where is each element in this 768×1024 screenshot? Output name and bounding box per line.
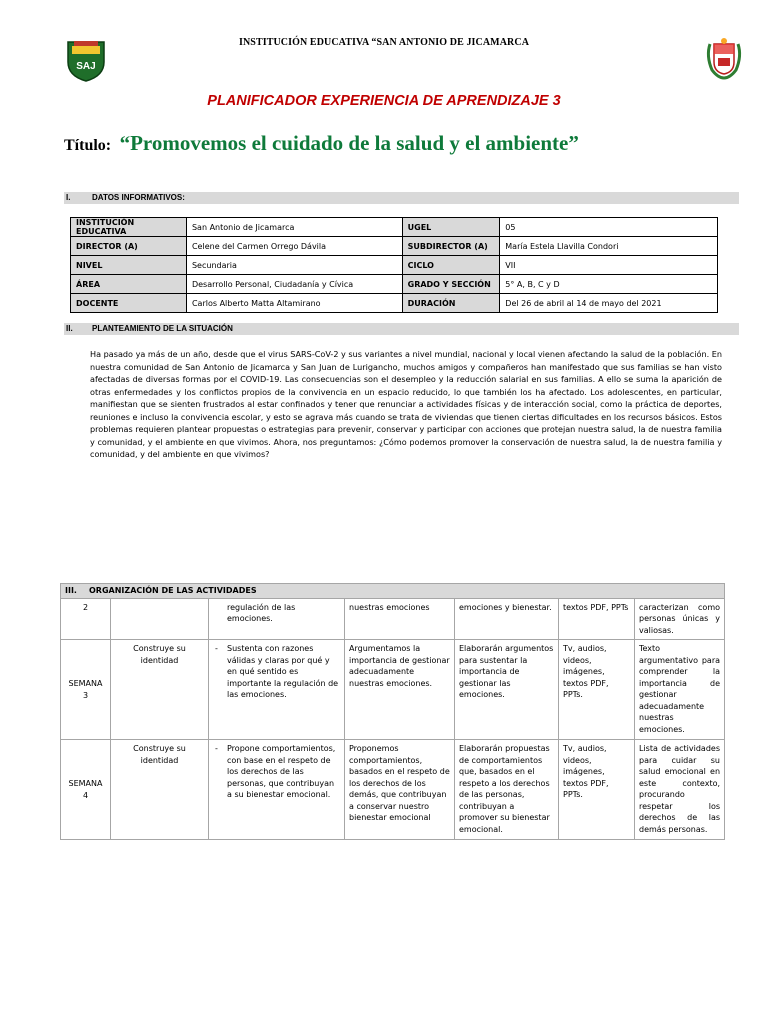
section-label: ORGANIZACIÓN DE LAS ACTIVIDADES: [89, 586, 257, 595]
table-row: [71, 218, 718, 237]
actividad-cell: nuestras emociones: [345, 598, 455, 640]
week-cell: 2: [61, 598, 111, 640]
proposito-cell: Elaborarán argumentos para sustentar la importancia de gestionar las emociones.: [455, 640, 559, 740]
cell-value: Celene del Carmen Orrego Dávila: [186, 237, 402, 256]
logo-text: SAJ: [76, 61, 96, 72]
cell-value: Secundaria: [186, 256, 402, 275]
situation-paragraph: Ha pasado ya más de un año, desde que el virus SARS-CoV-2 y sus variantes a nivel mundial, nacional y local vienen afectando la salud de la población. En nuestra comunidad de San Antonio de Jicamarca y San Juan de Lurigancho, muchos amigos y compañeros han manifestado que sus familias se han visto afectadas de diversas formas por el COVID-19. Las consecuencias son el desempleo y la reducción salarial en sus familias. A ello se suma la aparición de otras enfermedades y los conflictos propios de la convivencia en un espacio reducido, lo que también los ha afectado. Los adolescentes, en particular, manifiestan que se sienten frustrados al estar confinados y tener que renunciar a actividades físicas y de interacción social, como la práctica de deportes, reuniones e incluso la convivencia escolar, y esto se agrava más cuando se trata de viviendas que tienen ciertas dificultades en los recursos básicos. Estos problemas requieren plantear propuestas o estrategias para prevenir, conservar y participar con acciones que protejan nuestra salud, la de nuestra familia y comunidad, y el ambiente en que vivimos. Ahora, nos preguntamos: ¿Cómo podemos promover la conservación de nuestra salud, la de nuestra familia y comunidad, y del ambiente en que vivimos?: [90, 349, 722, 459]
cell-value: María Estela Llavilla Condori: [500, 237, 718, 256]
datos-informativos-table: [70, 217, 718, 313]
cell-label: CICLO: [402, 256, 500, 275]
bullet-dash: -: [215, 644, 218, 653]
cell-label: INSTITUCIÓN EDUCATIVA: [71, 218, 187, 237]
cell-label: SUBDIRECTOR (A): [402, 237, 500, 256]
cell-label: DURACIÓN: [402, 294, 500, 313]
cell-value: 5° A, B, C y D: [500, 275, 718, 294]
section-number: III.: [65, 586, 77, 595]
table-row: [71, 275, 718, 294]
proposito-cell: emociones y bienestar.: [455, 598, 559, 640]
title-label: Título:: [64, 137, 112, 154]
section-header-actividades: [61, 584, 725, 599]
recursos-cell: Tv, audios, videos, imágenes, textos PDF, PPTs.: [559, 740, 635, 840]
activities-table: [60, 583, 725, 840]
cell-value: San Antonio de Jicamarca: [186, 218, 402, 237]
producto-cell: caracterizan como personas únicas y valiosas.: [635, 598, 725, 640]
table-row: [61, 740, 725, 840]
producto-cell: Lista de actividades para cuidar su salud emocional en este contexto, procurando respetar los derechos de las demás personas.: [635, 740, 725, 840]
table-row: [61, 598, 725, 640]
planner-title: PLANIFICADOR EXPERIENCIA DE APRENDIZAJE 3: [207, 93, 561, 109]
table-row: [71, 294, 718, 313]
actividad-cell: Argumentamos la importancia de gestionar adecuadamente nuestras emociones.: [345, 640, 455, 740]
section-number: II.: [66, 324, 73, 333]
section-header-datos: [64, 192, 739, 204]
desempeno-cell: [209, 640, 345, 740]
cell-value: VII: [500, 256, 718, 275]
section-label: PLANTEAMIENTO DE LA SITUACIÓN: [92, 324, 233, 333]
desempeno-cell: regulación de las emociones.: [209, 598, 345, 640]
section-number: I.: [66, 193, 71, 202]
table-row: [71, 237, 718, 256]
desempeno-text: Propone comportamientos, con base en el respeto de los derechos de las personas, que contribuyan a su bienestar emocional.: [227, 744, 336, 799]
competencia-cell: [111, 598, 209, 640]
cell-label: GRADO Y SECCIÓN: [402, 275, 500, 294]
title-text: “Promovemos el cuidado de la salud y el ambiente”: [119, 131, 579, 155]
cell-label: NIVEL: [71, 256, 187, 275]
section-header-situacion: [64, 323, 739, 335]
institution-name: INSTITUCIÓN EDUCATIVA “SAN ANTONIO DE JICAMARCA: [238, 37, 530, 48]
cell-value: Del 26 de abril al 14 de mayo del 2021: [500, 294, 718, 313]
producto-cell: Texto argumentativo para comprender la importancia de gestionar adecuadamente nuestras emociones.: [635, 640, 725, 740]
cell-label: DOCENTE: [71, 294, 187, 313]
document-title: [64, 131, 579, 156]
proposito-cell: Elaborarán propuestas de comportamientos que, basados en el respeto a los derechos de las personas, contribuyan a promover su bienestar emocional.: [455, 740, 559, 840]
table-row: [61, 640, 725, 740]
bullet-dash: -: [215, 744, 218, 753]
cell-label: DIRECTOR (A): [71, 237, 187, 256]
desempeno-cell: [209, 740, 345, 840]
section-label: DATOS INFORMATIVOS:: [92, 193, 185, 202]
cell-label: ÁREA: [71, 275, 187, 294]
table-row: [71, 256, 718, 275]
cell-value: Carlos Alberto Matta Altamirano: [186, 294, 402, 313]
competencia-cell: Construye su identidad: [111, 740, 209, 840]
competencia-cell: Construye su identidad: [111, 640, 209, 740]
recursos-cell: Tv, audios, videos, imágenes, textos PDF, PPTs.: [559, 640, 635, 740]
recursos-cell: textos PDF, PPTs: [559, 598, 635, 640]
cell-label: UGEL: [402, 218, 500, 237]
cell-value: Desarrollo Personal, Ciudadanía y Cívica: [186, 275, 402, 294]
cell-value: 05: [500, 218, 718, 237]
week-cell: SEMANA 3: [61, 640, 111, 740]
week-cell: SEMANA 4: [61, 740, 111, 840]
desempeno-text: Sustenta con razones válidas y claras por qué y en qué sentido es importante la regulación de las emociones.: [227, 644, 339, 699]
table-header-row: [61, 584, 725, 599]
actividad-cell: Proponemos comportamientos, basados en el respeto de los derechos de los demás, que contribuyan a conservar nuestro bienestar emocional: [345, 740, 455, 840]
